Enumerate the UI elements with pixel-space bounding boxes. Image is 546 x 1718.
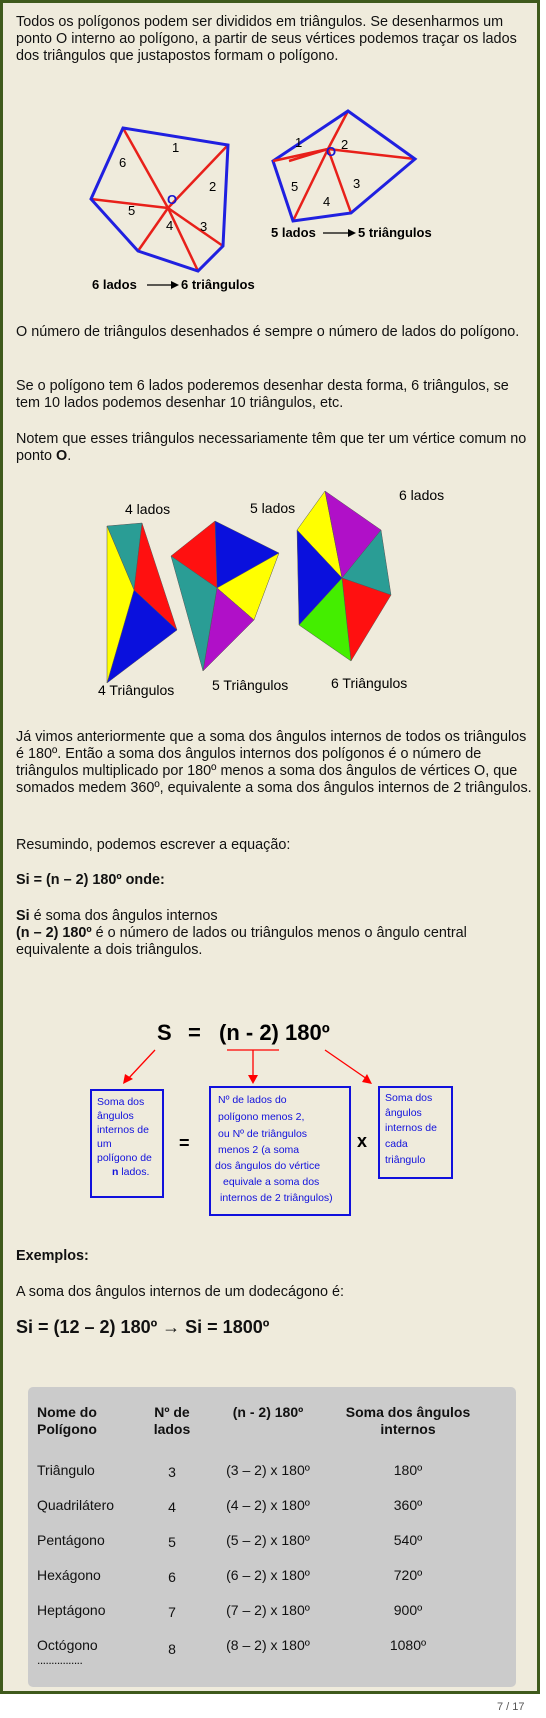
term-n: (n – 2) 180º [16, 925, 92, 941]
angles-paragraph: Já vimos anteriormente que a soma dos ângulos internos de todos os triângulos é 180º. Então a soma dos ângulos internos dos polígonos é o número de triângulos multiplicado por 180º menos a soma dos ângulos de vértices O, que somados medem 360º, equivalente a soma dos ângulos internos de 2 triângulos. [16, 729, 532, 796]
cell-formula: (3 – 2) x 180º [226, 1462, 310, 1478]
vertex-paragraph [16, 431, 534, 465]
header-sides: Nº de lados [153, 1404, 191, 1437]
triangle-edge [293, 149, 331, 221]
sides-paragraph: O número de triângulos desenhados é sempre o número de lados do polígono. [16, 324, 520, 340]
arrow-icon [127, 1050, 155, 1080]
cell-formula: (4 – 2) x 180º [226, 1497, 310, 1513]
hexagon-number: 6 [119, 155, 127, 170]
definition-n [16, 925, 534, 959]
cell-name: Triângulo [37, 1462, 95, 1478]
triangle-edge [123, 128, 168, 208]
sum-definition-text: Soma dos ângulos internos de um polígono de n lados. [97, 1096, 152, 1178]
vertex-end: . [67, 448, 72, 464]
hexagon-caption [92, 277, 255, 292]
cell-formula: (7 – 2) x 180º [226, 1602, 310, 1618]
cell-name: Pentágono [37, 1532, 105, 1548]
pentagon-diagram [273, 111, 415, 221]
pentagon-number: 1 [295, 135, 303, 150]
formula-equals: = [188, 1020, 201, 1045]
label-6-sides: 6 lados [399, 487, 445, 503]
cell-sum: 1080º [389, 1637, 427, 1653]
page-number: 7 / 17 [497, 1701, 525, 1713]
cell-name: Hexágono [37, 1567, 101, 1583]
formula-expression: (n - 2) 180º [219, 1020, 330, 1045]
example-paragraph: Se o polígono tem 6 lados poderemos desenhar desta forma, 6 triângulos, se tem 10 lados podemos desenhar 10 triângulos, etc. [16, 378, 509, 411]
arrow-icon [325, 1050, 367, 1079]
caption-5-triangles: 5 Triângulos [212, 677, 289, 693]
polygon-angle-table [28, 1387, 516, 1687]
triangle-sum-definition-text: Soma dos ângulos internos de cada triângulo [385, 1092, 437, 1166]
hexagon-number: 1 [172, 140, 180, 155]
table-ellipsis: ................ [37, 1653, 83, 1667]
quadrilateral-colored [107, 523, 177, 683]
triangle-edge [138, 208, 168, 251]
cell-sides: 4 [168, 1499, 176, 1515]
vertex-text: Notem que esses triângulos necessariamente têm que ter um vértice comum no ponto [16, 431, 527, 464]
pentagon-number: 4 [323, 194, 331, 209]
formula-diagram [83, 1013, 463, 1213]
cell-sides: 5 [168, 1534, 176, 1550]
hexagon-colored [297, 491, 391, 661]
hexagon-number: 4 [166, 218, 174, 233]
pentagon-colored [171, 521, 279, 671]
vertex-point: O [56, 448, 68, 464]
caption-sides: 6 lados [92, 277, 137, 292]
hexagon-diagram [91, 128, 228, 271]
definition-n-text: é o número de lados ou triângulos menos o ângulo central equivalente a dois triângulos. [16, 925, 467, 958]
cell-formula: (6 – 2) x 180º [226, 1567, 310, 1583]
cell-name: Heptágono [37, 1602, 106, 1618]
equation-line: Si = (n – 2) 180º onde: [16, 872, 165, 888]
header-polygon-name: Nome do Polígono [37, 1404, 97, 1437]
cell-sum: 540º [393, 1532, 423, 1548]
cell-sum: 720º [393, 1567, 423, 1583]
colored-polygons-figure [97, 483, 445, 703]
arrow-head-icon [348, 229, 356, 237]
cell-sides: 7 [168, 1604, 176, 1620]
label-5-sides: 5 lados [250, 500, 296, 516]
header-formula: (n - 2) 180º [232, 1404, 304, 1420]
center-point-label: O [167, 192, 178, 207]
definition-si [16, 908, 534, 925]
cell-sum: 360º [393, 1497, 423, 1513]
arrow-head-icon [362, 1074, 372, 1084]
hexagon-number: 2 [209, 179, 217, 194]
cell-sides: 8 [168, 1641, 176, 1657]
dodecagon-result: Si = (12 – 2) 180º → Si = 1800º [16, 1317, 270, 1337]
caption-triangles: 5 triângulos [358, 225, 432, 240]
pentagon-outline [273, 111, 415, 221]
pentagon-number: 3 [353, 176, 361, 191]
arrow-head-icon [248, 1075, 258, 1084]
pentagon-number: 5 [291, 179, 299, 194]
cell-sides: 6 [168, 1569, 176, 1585]
caption-6-triangles: 6 Triângulos [331, 675, 408, 691]
label-4-sides: 4 lados [125, 501, 171, 517]
cell-sum: 900º [393, 1602, 423, 1618]
cell-name: Octógono [37, 1637, 98, 1653]
hexagon-number: 3 [200, 219, 208, 234]
pentagon-caption [271, 225, 432, 240]
caption-triangles: 6 triângulos [181, 277, 255, 292]
pentagon-number: 2 [341, 137, 349, 152]
cell-sum: 180º [393, 1462, 423, 1478]
intro-paragraph: Todos os polígonos podem ser divididos em triângulos. Se desenharmos um ponto O interno ao polígono, a partir de seus vértices podemos traçar os lados dos triângulos que justapostos formam o polígono. [16, 14, 517, 64]
arrow-head-icon [171, 281, 179, 289]
definition-si-text: é soma dos ângulos internos [29, 908, 218, 924]
n-minus-2-definition-text: Nº de lados do polígono menos 2, ou Nº de triângulos menos 2 (a soma dos ângulos do vértice equivale a soma dos internos de 2 triângulos) [215, 1094, 333, 1204]
cell-formula: (8 – 2) x 180º [226, 1637, 310, 1653]
cell-name: Quadrilátero [37, 1497, 115, 1513]
times-operator: x [357, 1131, 368, 1151]
polygon-triangulation-figure [73, 106, 473, 296]
dodecagon-paragraph: A soma dos ângulos internos de um dodecágono é: [16, 1284, 345, 1300]
formula-s: S [157, 1020, 172, 1045]
header-angle-sum: Soma dos ângulos internos [345, 1404, 471, 1437]
equals-operator: = [179, 1133, 190, 1153]
hexagon-outline [91, 128, 228, 271]
center-point-label: O [326, 144, 337, 159]
summary-paragraph: Resumindo, podemos escrever a equação: [16, 837, 291, 853]
cell-formula: (5 – 2) x 180º [226, 1532, 310, 1548]
cell-sides: 3 [168, 1464, 176, 1480]
hexagon-number: 5 [128, 203, 136, 218]
caption-sides: 5 lados [271, 225, 316, 240]
term-si: Si [16, 908, 30, 924]
examples-heading: Exemplos: [16, 1248, 89, 1264]
caption-4-triangles: 4 Triângulos [98, 682, 175, 698]
